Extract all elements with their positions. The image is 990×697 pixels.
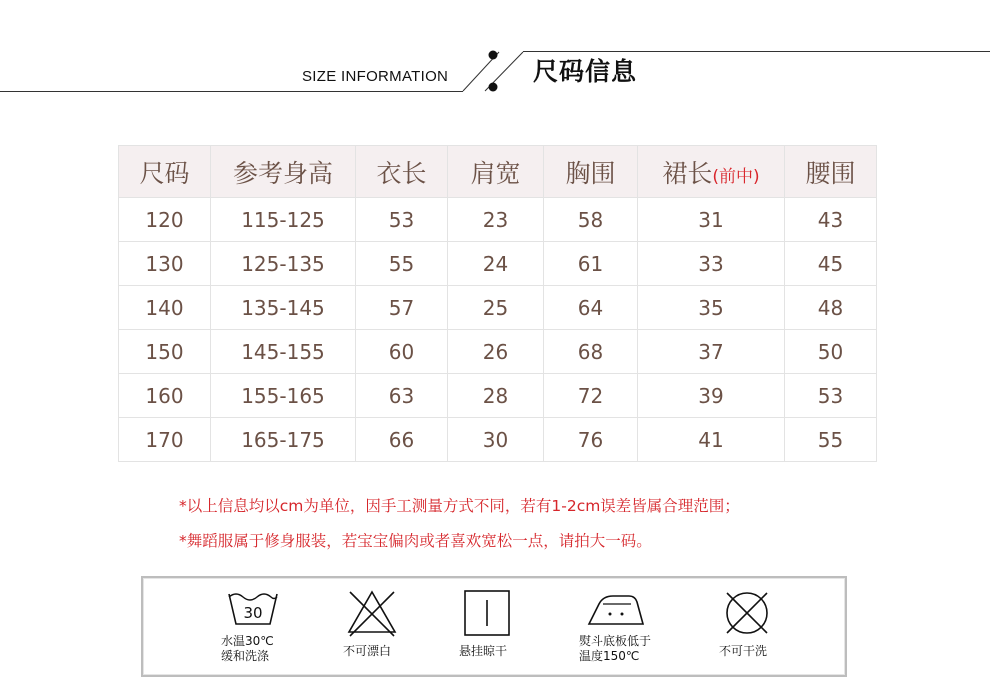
cell-length: 57: [356, 286, 448, 330]
header-length: 衣长: [356, 146, 448, 198]
table-header-row: [119, 146, 877, 198]
cell-waist: 53: [785, 374, 877, 418]
care-item-wash: [221, 588, 281, 664]
header-skirt: [638, 146, 785, 198]
cell-shoulder: 24: [448, 242, 544, 286]
note-measurement: *以上信息均以cm为单位，因手工测量方式不同，若有1-2cm误差皆属合理范围；: [179, 497, 740, 515]
cell-height: 135-145: [211, 286, 356, 330]
cell-size: 120: [119, 198, 211, 242]
cell-size: 140: [119, 286, 211, 330]
iron-low-temp-icon: [585, 588, 649, 628]
cell-length: 66: [356, 418, 448, 462]
cell-size: 130: [119, 242, 211, 286]
note-fit-advice: *舞蹈服属于修身服装，若宝宝偏肉或者喜欢宽松一点，请拍大一码。: [179, 532, 652, 550]
header-shoulder: 肩宽: [448, 146, 544, 198]
cell-chest: 68: [544, 330, 638, 374]
hand-wash-30-icon: [225, 588, 281, 628]
iron-label-line1: 熨斗底板低于: [579, 634, 652, 648]
table-row: [119, 330, 877, 374]
header-skirt-sub: (前中): [712, 166, 760, 187]
cell-shoulder: 28: [448, 374, 544, 418]
cell-waist: 45: [785, 242, 877, 286]
cell-waist: 50: [785, 330, 877, 374]
care-item-iron: [579, 588, 651, 664]
iron-label-line2: 温度150℃: [579, 649, 640, 663]
table-row: [119, 374, 877, 418]
header-slash-ornament: [455, 44, 535, 96]
cell-chest: 58: [544, 198, 638, 242]
cell-height: 145-155: [211, 330, 356, 374]
cell-size: 160: [119, 374, 211, 418]
wash-temp-number: 30: [243, 604, 263, 622]
header-english-title: SIZE INFORMATION: [302, 68, 449, 85]
cell-skirt: 37: [638, 330, 785, 374]
cell-shoulder: 23: [448, 198, 544, 242]
wash-label-line2: 缓和洗涤: [221, 649, 270, 663]
cell-height: 115-125: [211, 198, 356, 242]
cell-skirt: 39: [638, 374, 785, 418]
no-bleach-label: 不可漂白: [343, 644, 392, 658]
cell-skirt: 33: [638, 242, 785, 286]
table-row: [119, 418, 877, 462]
header-chest: 胸围: [544, 146, 638, 198]
cell-chest: 61: [544, 242, 638, 286]
cell-height: 125-135: [211, 242, 356, 286]
cell-length: 63: [356, 374, 448, 418]
cell-shoulder: 30: [448, 418, 544, 462]
no-dry-clean-label: 不可干洗: [719, 644, 768, 658]
cell-size: 150: [119, 330, 211, 374]
size-table: [118, 145, 877, 462]
cell-height: 165-175: [211, 418, 356, 462]
cell-length: 53: [356, 198, 448, 242]
no-dry-clean-icon: [722, 588, 772, 638]
header-height: 参考身高: [211, 146, 356, 198]
wash-label-line1: 水温30℃: [221, 634, 274, 648]
hang-dry-icon: [462, 588, 512, 638]
header-chinese-title: 尺码信息: [533, 57, 638, 86]
cell-chest: 64: [544, 286, 638, 330]
cell-height: 155-165: [211, 374, 356, 418]
cell-skirt: 31: [638, 198, 785, 242]
header-rule-left: [0, 91, 463, 92]
cell-waist: 55: [785, 418, 877, 462]
care-item-no-dry-clean: [719, 588, 772, 659]
care-item-no-bleach: [343, 588, 399, 659]
care-instructions-panel: [141, 576, 847, 677]
cell-length: 55: [356, 242, 448, 286]
table-row: [119, 242, 877, 286]
cell-skirt: 41: [638, 418, 785, 462]
cell-chest: 76: [544, 418, 638, 462]
header-skirt-label: 裙长: [662, 158, 713, 188]
cell-chest: 72: [544, 374, 638, 418]
cell-skirt: 35: [638, 286, 785, 330]
table-row: [119, 198, 877, 242]
cell-waist: 43: [785, 198, 877, 242]
cell-shoulder: 25: [448, 286, 544, 330]
hang-dry-label: 悬挂晾干: [459, 644, 508, 658]
cell-waist: 48: [785, 286, 877, 330]
cell-length: 60: [356, 330, 448, 374]
header-waist: 腰围: [785, 146, 877, 198]
header-size: 尺码: [119, 146, 211, 198]
table-row: [119, 286, 877, 330]
care-item-hang-dry: [459, 588, 512, 659]
cell-shoulder: 26: [448, 330, 544, 374]
cell-size: 170: [119, 418, 211, 462]
no-bleach-icon: [345, 588, 399, 638]
